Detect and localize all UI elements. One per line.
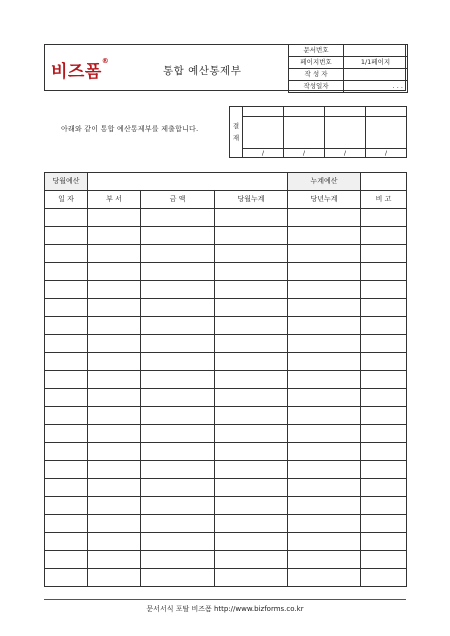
entry-cell[interactable] [361,389,407,407]
entry-cell[interactable] [288,371,361,389]
footer-divider [44,599,406,600]
approval-date-cell[interactable]: / [284,149,325,158]
table-row [45,299,407,317]
entry-cell[interactable] [361,497,407,515]
column-header-remarks: 비 고 [361,191,407,209]
table-row [45,209,407,227]
entry-cell[interactable] [88,281,141,299]
entry-cell[interactable] [288,335,361,353]
table-row [45,407,407,425]
entry-cell[interactable] [141,227,215,245]
entry-cell[interactable] [88,515,141,533]
entry-cell[interactable] [361,263,407,281]
column-header-monthly-total: 당월누계 [215,191,288,209]
entry-cell[interactable] [141,461,215,479]
table-row [45,263,407,281]
entry-cell[interactable] [45,551,88,569]
entry-cell[interactable] [215,299,288,317]
entry-cell[interactable] [88,497,141,515]
current-budget-value[interactable] [88,173,288,191]
entry-cell[interactable] [141,569,215,587]
entry-cell[interactable] [288,407,361,425]
entry-cell[interactable] [45,317,88,335]
entry-cell[interactable] [141,371,215,389]
entry-cell[interactable] [88,389,141,407]
entry-cell[interactable] [361,317,407,335]
approval-sign-cell[interactable] [366,117,407,149]
entry-cell[interactable] [288,317,361,335]
table-row [45,443,407,461]
entry-cell[interactable] [288,425,361,443]
entry-cell[interactable] [288,569,361,587]
entry-cell[interactable] [141,533,215,551]
entry-cell[interactable] [88,461,141,479]
entry-cell[interactable] [361,281,407,299]
entry-cell[interactable] [361,335,407,353]
entry-cell[interactable] [215,533,288,551]
entry-cell[interactable] [215,425,288,443]
entry-cell[interactable] [215,569,288,587]
entry-cell[interactable] [88,443,141,461]
entry-cell[interactable] [141,389,215,407]
entry-cell[interactable] [88,335,141,353]
entry-cell[interactable] [45,461,88,479]
approval-sign-cell[interactable] [284,117,325,149]
entry-cell[interactable] [288,245,361,263]
entry-cell[interactable] [288,227,361,245]
table-row [45,551,407,569]
entry-cell[interactable] [361,569,407,587]
approval-date-cell[interactable]: / [243,149,284,158]
entry-cell[interactable] [215,461,288,479]
entry-cell[interactable] [361,443,407,461]
meta-label-page-number: 페이지번호 [289,57,344,69]
entry-cell[interactable] [141,263,215,281]
entry-cell[interactable] [361,479,407,497]
entry-cell[interactable] [215,551,288,569]
entry-cell[interactable] [45,263,88,281]
budget-control-table [44,172,407,587]
entry-cell[interactable] [361,371,407,389]
entry-cell[interactable] [141,209,215,227]
table-row [45,371,407,389]
entry-cell[interactable] [361,533,407,551]
entry-cell[interactable] [215,389,288,407]
entry-cell[interactable] [361,461,407,479]
entry-cell[interactable] [361,407,407,425]
approval-title-cell[interactable] [284,107,325,117]
entry-cell[interactable] [88,371,141,389]
table-row [45,335,407,353]
entry-cell[interactable] [288,497,361,515]
entry-cell[interactable] [288,461,361,479]
approval-sign-cell[interactable] [243,117,284,149]
entry-cell[interactable] [45,299,88,317]
entry-cell[interactable] [45,533,88,551]
entry-cell[interactable] [141,425,215,443]
column-header-amount: 금 액 [141,191,215,209]
column-header-date: 일 자 [45,191,88,209]
entry-cell[interactable] [45,281,88,299]
entry-cell[interactable] [141,353,215,371]
document-title: 통합 예산통제부 [163,65,242,77]
table-row [45,281,407,299]
table-row [45,479,407,497]
entry-cell[interactable] [141,551,215,569]
bizforms-logo: 비즈폼® [51,57,110,82]
entry-cell[interactable] [288,551,361,569]
entry-cell[interactable] [288,209,361,227]
entry-cell[interactable] [45,425,88,443]
entry-cell[interactable] [215,317,288,335]
entry-cell[interactable] [288,263,361,281]
entry-cell[interactable] [215,443,288,461]
entry-cell[interactable] [45,515,88,533]
entry-cell[interactable] [88,479,141,497]
entry-cell[interactable] [88,209,141,227]
entry-cell[interactable] [215,497,288,515]
table-row [45,317,407,335]
table-row [45,425,407,443]
approval-title-cell[interactable] [325,107,366,117]
entry-cell[interactable] [45,479,88,497]
entry-cell[interactable] [215,281,288,299]
entry-cell[interactable] [141,299,215,317]
entry-cell[interactable] [361,551,407,569]
entry-cell[interactable] [361,227,407,245]
meta-label-author: 작 성 자 [289,69,344,81]
entry-cell[interactable] [288,353,361,371]
approval-sign-cell[interactable] [325,117,366,149]
meta-value-page-number[interactable]: 1/1페이지 [344,57,408,69]
entry-cell[interactable] [88,299,141,317]
table-row [45,497,407,515]
entry-cell[interactable] [88,263,141,281]
entry-cell[interactable] [88,245,141,263]
entry-cell[interactable] [141,245,215,263]
table-row [45,245,407,263]
meta-value-author[interactable] [344,69,408,81]
cumulative-budget-label: 누계예산 [288,173,361,191]
document-meta-table [288,44,408,93]
approval-table [229,106,407,158]
entry-cell[interactable] [45,371,88,389]
entry-cell[interactable] [45,389,88,407]
entry-cell[interactable] [215,515,288,533]
table-row [45,533,407,551]
entry-cell[interactable] [288,299,361,317]
entry-cell[interactable] [45,245,88,263]
entry-cell[interactable] [215,263,288,281]
meta-value-doc-number[interactable] [344,45,408,57]
entry-cell[interactable] [141,317,215,335]
entry-cell[interactable] [45,335,88,353]
approval-title-cell[interactable] [366,107,407,117]
entry-cell[interactable] [215,227,288,245]
current-budget-label: 당월예산 [45,173,88,191]
entry-cell[interactable] [288,533,361,551]
entry-cell[interactable] [215,245,288,263]
entry-cell[interactable] [88,317,141,335]
entry-cell[interactable] [88,227,141,245]
column-header-yearly-total: 당년누계 [288,191,361,209]
entry-cell[interactable] [361,425,407,443]
meta-label-date: 작성일자 [289,81,344,93]
footer-text: 문서서식 포탈 비즈폼 http://www.bizforms.co.kr [146,605,304,613]
entry-cell[interactable] [361,299,407,317]
entry-cell[interactable] [141,407,215,425]
entry-cell[interactable] [45,227,88,245]
table-row [45,515,407,533]
document-header [44,44,406,91]
entry-cell[interactable] [45,443,88,461]
table-row [45,461,407,479]
approval-date-cell[interactable]: / [325,149,366,158]
entry-cell[interactable] [88,569,141,587]
entry-cell[interactable] [288,515,361,533]
table-row [45,353,407,371]
entry-cell[interactable] [88,353,141,371]
entry-cell[interactable] [45,569,88,587]
entry-cell[interactable] [88,425,141,443]
entry-cell[interactable] [288,389,361,407]
entry-cell[interactable] [361,353,407,371]
entry-cell[interactable] [141,443,215,461]
submission-notice: 아래와 같이 통합 예산통제부를 제출합니다. [61,125,199,133]
entry-cell[interactable] [215,479,288,497]
entry-cell[interactable] [361,245,407,263]
table-row [45,227,407,245]
approval-label: 결 재 [230,107,243,158]
entry-cell[interactable] [141,479,215,497]
entry-cell[interactable] [288,443,361,461]
approval-title-cell[interactable] [243,107,284,117]
cumulative-budget-value[interactable] [361,173,407,191]
entry-cell[interactable] [215,407,288,425]
column-header-department: 부 서 [88,191,141,209]
entry-cell[interactable] [88,551,141,569]
meta-label-doc-number: 문서번호 [289,45,344,57]
entry-cell[interactable] [141,497,215,515]
entry-cell[interactable] [361,515,407,533]
entry-cell[interactable] [288,281,361,299]
entry-cell[interactable] [45,209,88,227]
entry-cell[interactable] [45,497,88,515]
entry-cell[interactable] [45,353,88,371]
entry-cell[interactable] [141,281,215,299]
entry-cell[interactable] [215,209,288,227]
meta-value-date[interactable]: . . . [344,81,408,93]
entry-cell[interactable] [45,407,88,425]
table-row [45,569,407,587]
approval-date-cell[interactable]: / [366,149,407,158]
entry-cell[interactable] [141,335,215,353]
entry-cell[interactable] [215,353,288,371]
entry-cell[interactable] [215,335,288,353]
entry-cell[interactable] [288,479,361,497]
entry-cell[interactable] [88,533,141,551]
entry-cell[interactable] [141,515,215,533]
entry-cell[interactable] [361,209,407,227]
table-row [45,389,407,407]
entry-cell[interactable] [215,371,288,389]
entry-cell[interactable] [88,407,141,425]
